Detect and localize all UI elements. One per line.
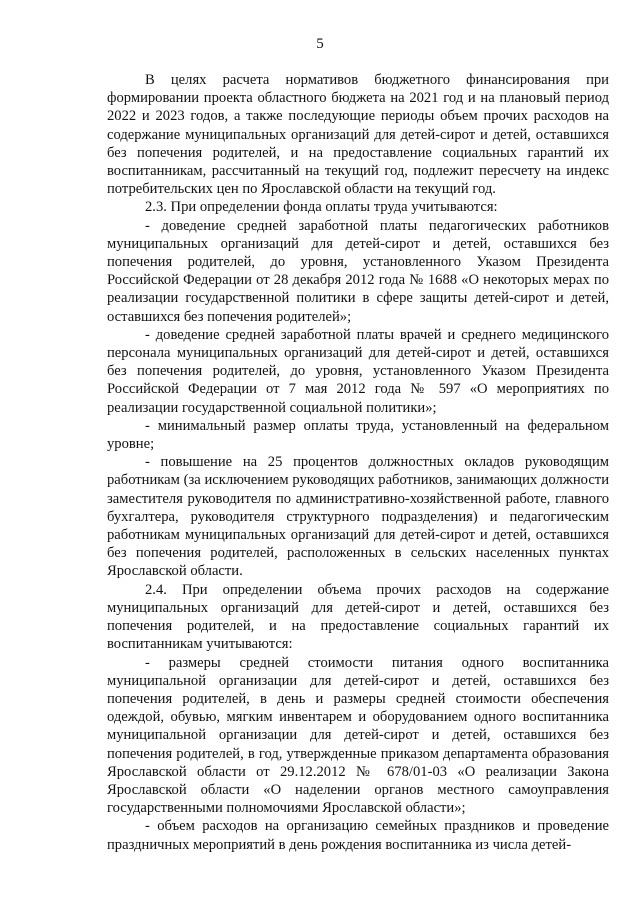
paragraph-rural-increase: - повышение на 25 процентов должностных окладов руководящим работникам (за исключением руководящих работников, занимающих должности заместителя руководителя по административно-хозяйственной работе, главного бухгалтера, руководителя структурного подразделения) и педагогическим работникам муниципальных организаций для детей-сирот и детей, оставшихся без попечения родителей, расположенных в сельских населенных пунктах Ярославской области. [107, 454, 609, 580]
paragraph-medical-salary: - доведение средней заработной платы врачей и среднего медицинского персонала муниципальных организаций для детей-сирот и детей, оставшихся без попечения родителей, до уровня, установленного Указом Президента Российской Федерации от 7 мая 2012 года № 597 «О мероприятиях по реализации государственной социальной политики»; [107, 326, 609, 416]
paragraph-pedagogical-salary: - доведение средней заработной платы педагогических работников муниципальных организаций для детей-сирот и детей, оставшихся без попечения родителей, до уровня, установленного Указом Президента Российской Федерации от 28 декабря 2012 года № 1688 «О некоторых мерах по реализации государственной политики в сфере защиты детей-сирот и детей, оставшихся без попечения родителей»; [107, 217, 609, 325]
paragraph-food-clothing-costs: - размеры средней стоимости питания одного воспитанника муниципальной организации для детей-сирот и детей, оставшихся без попечения родителей, в день и размеры средней стоимости обеспечения одеждой, обувью, мягким инвентарем и оборудованием одного воспитанника муниципальной организации для детей-сирот и детей, оставшихся без попечения родителей, в год, утвержденные приказом департамента образования Ярославской области от 29.12.2012 № 678/01-03 «О реализации Закона Ярославской области «О наделении органов местного самоуправления государственными полномочиями Ярославской области»; [107, 654, 609, 817]
document-body [107, 71, 609, 854]
paragraph-2-3-heading: 2.3. При определении фонда оплаты труда учитываются: [145, 199, 498, 216]
page-number: 5 [316, 36, 324, 52]
paragraph-celebrations: - объем расходов на организацию семейных праздников и проведение праздничных мероприятий в день рождения воспитанника из числа детей- [107, 818, 609, 853]
paragraph-budget-recalculation: В целях расчета нормативов бюджетного финансирования при формировании проекта областного бюджета на 2021 год и на плановый период 2022 и 2023 годов, а также последующие периоды объем прочих расходов на содержание муниципальных организаций для детей-сирот и детей, оставшихся без попечения родителей, и на предоставление социальных гарантий их воспитанникам, рассчитанный на текущий год, подлежит пересчету на индекс потребительских цен по Ярославской области на текущий год. [107, 72, 609, 198]
paragraph-minimum-wage: - минимальный размер оплаты труда, установленный на федеральном уровне; [107, 417, 609, 453]
paragraph-2-4-heading: 2.4. При определении объема прочих расходов на содержание муниципальных организаций для детей-сирот и детей, оставшихся без попечения родителей, и на предоставление социальных гарантий их воспитанникам учитываются: [107, 581, 609, 653]
